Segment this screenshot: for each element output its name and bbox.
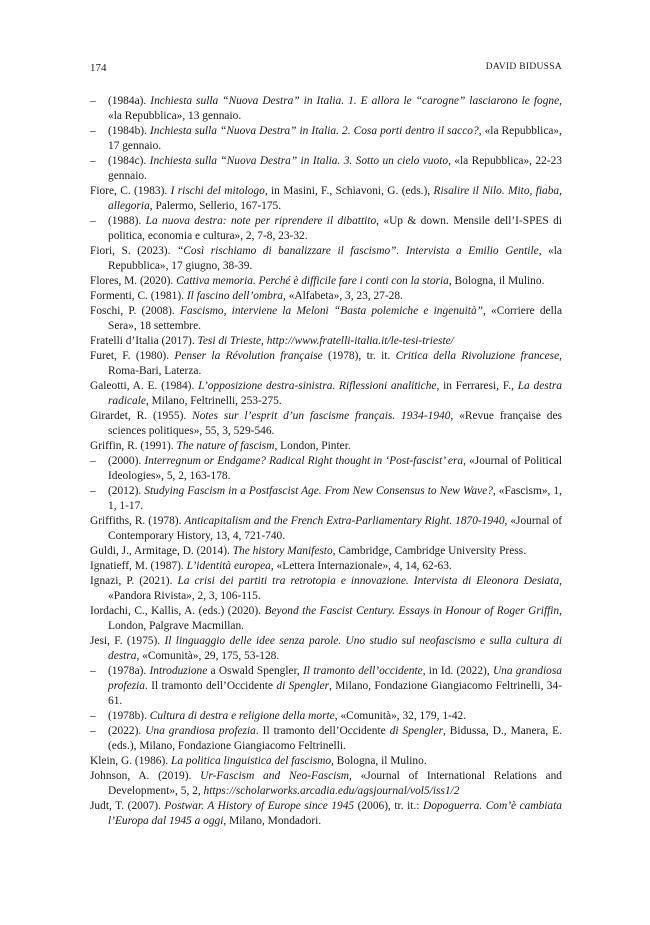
entry-text: Furet, F. (1980). xyxy=(90,350,175,362)
entry-text: Johnson, A. (2019). xyxy=(90,770,201,782)
entry-title-italic: Studying Fascism in a Postfascist Age. From New Consensus to New Wave? xyxy=(144,485,493,497)
ditto-dash: – xyxy=(90,455,96,467)
entry-title-italic: Tesi di Trieste, http://www.fratelli-italia.it/le-tesi-trieste/ xyxy=(197,335,454,347)
entry-text: , in Id. (2022), xyxy=(422,665,493,677)
entry-title-italic: I rischi del mitologo xyxy=(170,185,265,197)
entry-text: , «Journal of Contemporary History, 13, 4, 721-740. xyxy=(108,515,562,542)
entry-title-italic: Una grandiosa profezia xyxy=(108,665,562,692)
entry-text: , «la Repubblica», 22-23 gennaio. xyxy=(108,155,562,182)
entry-text: Foschi, P. (2008). xyxy=(90,305,180,317)
entry-text: Klein, G. (1986). xyxy=(90,755,171,767)
page-number: 174 xyxy=(90,62,107,74)
bibliography-entry xyxy=(90,304,562,334)
running-head xyxy=(90,62,562,78)
entry-title-italic: Il linguaggio delle idee senza parole. Uno studio sul neofascismo e sulla cultura di destra xyxy=(108,635,563,662)
entry-text: (2006), tr. it.: xyxy=(354,800,423,812)
bibliography-entry xyxy=(90,484,562,514)
entry-text: a Oswald Spengler, xyxy=(207,665,303,677)
entry-title-italic: Postwar. A History of Europe since 1945 xyxy=(164,800,355,812)
entry-title-italic: L’opposizione destra-sinistra. Riflessioni analitiche xyxy=(198,380,437,392)
entry-title-italic: di Spengler xyxy=(276,680,330,692)
entry-text: , «Comunità», 32, 179, 1-42. xyxy=(334,710,467,722)
ditto-dash: – xyxy=(90,95,96,107)
entry-title-italic: Penser la Révolution française xyxy=(174,350,323,362)
entry-text: , «Journal of International Relations and Development», 5, 2, xyxy=(108,770,562,797)
entry-title-italic: https://scholarworks.arcadia.edu/agsjournal/vol5/iss1/2 xyxy=(203,785,460,797)
entry-text: , Bidussa, D., Manera, E. (eds.), Milano, Fondazione Giangiacomo Feltrinelli. xyxy=(108,725,562,752)
entry-title-italic: Ur-Fascism and Neo-Fascism xyxy=(200,770,349,782)
entry-text: (2000). xyxy=(108,455,145,467)
entry-title-italic: L’identità europea xyxy=(186,560,271,572)
bibliography-entry xyxy=(90,799,562,829)
bibliography-entry xyxy=(90,289,562,304)
entry-text: , «la Repubblica», 17 gennaio. xyxy=(108,125,562,152)
bibliography-entry xyxy=(90,334,562,349)
entry-text: , in Masini, F., Schiavoni, G. (eds.), xyxy=(264,185,434,197)
entry-text: , in Ferraresi, F., xyxy=(436,380,518,392)
bibliography-entry xyxy=(90,379,562,409)
entry-title-italic: Beyond the Fascist Century. Essays in Honour of Roger Griffin xyxy=(264,605,560,617)
entry-text: Griffiths, R. (1978). xyxy=(90,515,185,527)
ditto-dash: – xyxy=(90,215,96,227)
entry-text: Fiore, C. (1983). xyxy=(90,185,171,197)
entry-text: , Milano, Fondazione Giangiacomo Feltrinelli, 34-61. xyxy=(108,680,562,707)
entry-title-italic: Cattiva memoria. Perché è difficile fare i conti con la storia xyxy=(176,275,449,287)
entry-text: , Milano, Feltrinelli, 253-275. xyxy=(145,395,282,407)
bibliography-entry xyxy=(90,724,562,754)
bibliography-entry xyxy=(90,184,562,214)
entry-title-italic: “Così rischiamo di banalizzare il fascismo”. Intervista a Emilio Gentile xyxy=(176,245,539,257)
entry-title-italic: La nuova destra: note per riprendere il dibattito xyxy=(145,215,377,227)
entry-text: Flores, M. (2020). xyxy=(90,275,177,287)
bibliography-list xyxy=(90,94,562,829)
bibliography-entry xyxy=(90,544,562,559)
entry-title-italic: Interregnum or Endgame? Radical Right thought in ‘Post-fascist’ era xyxy=(144,455,464,467)
bibliography-entry xyxy=(90,559,562,574)
entry-text: , London, Palgrave Macmillan. xyxy=(108,605,562,632)
entry-title-italic: Introduzione xyxy=(149,665,208,677)
entry-text: , «Pandora Rivista», 2, 3, 106-115. xyxy=(108,575,562,602)
bibliography-entry xyxy=(90,574,562,604)
entry-text: . Il tramonto dell’Occidente xyxy=(255,725,390,737)
entry-text: , «Revue française des sciences politiques», 55, 3, 529-546. xyxy=(108,410,562,437)
entry-text: , «Fascism», 1, 1, 1-17. xyxy=(108,485,562,512)
bibliography-entry xyxy=(90,244,562,274)
entry-text: , Bologna, il Mulino. xyxy=(331,755,427,767)
bibliography-entry xyxy=(90,349,562,379)
entry-text: (1978a). xyxy=(108,665,150,677)
entry-text: , Bologna, il Mulino. xyxy=(448,275,545,287)
entry-text: , «Up & down. Mensile dell’I-SPES di politica, economia e cultura», 2, 7-8, 23-32. xyxy=(108,215,562,242)
entry-title-italic: Risalire il Nilo. Mito, fiaba, allegoria xyxy=(108,185,562,212)
entry-text: Jesi, F. (1975). xyxy=(90,635,165,647)
entry-text: , «Comunità», 29, 175, 53-128. xyxy=(136,650,280,662)
entry-text: (1978), tr. it. xyxy=(322,350,396,362)
bibliography-entry xyxy=(90,124,562,154)
entry-text: Ignazi, P. (2021). xyxy=(90,575,178,587)
bibliography-entry xyxy=(90,409,562,439)
ditto-dash: – xyxy=(90,725,96,737)
ditto-dash: – xyxy=(90,485,96,497)
ditto-dash: – xyxy=(90,665,96,677)
ditto-dash: – xyxy=(90,125,96,137)
entry-title-italic: La destra radicale xyxy=(108,380,562,407)
entry-title-italic: Il tramonto dell’occidente xyxy=(303,665,423,677)
entry-title-italic: Dopoguerra. Com’è cambiata l’Europa dal 1945 a oggi xyxy=(108,800,562,827)
running-head-author: DAVID BIDUSSA xyxy=(485,62,562,72)
entry-text: , London, Pinter. xyxy=(274,440,351,452)
bibliography-entry xyxy=(90,634,562,664)
entry-title-italic: Anticapitalism and the French Extra-Parliamentary Right. 1870-1940 xyxy=(184,515,505,527)
entry-text: Formenti, C. (1981). xyxy=(90,290,187,302)
bibliography-entry xyxy=(90,754,562,769)
entry-title-italic: Cultura di destra e religione della morte xyxy=(149,710,335,722)
entry-title-italic: The nature of fascism xyxy=(176,440,275,452)
entry-text: (1984c). xyxy=(108,155,150,167)
entry-title-italic: Inchiesta sulla “Nuova Destra” in Italia. 2. Cosa porti dentro il sacco? xyxy=(149,125,479,137)
bibliography-entry xyxy=(90,274,562,289)
bibliography-entry xyxy=(90,94,562,124)
bibliography-entry xyxy=(90,214,562,244)
entry-text: Iordachi, C., Kallis, A. (eds.) (2020). xyxy=(90,605,265,617)
entry-title-italic: Notes sur l’esprit d’un fascisme français. 1934-1940 xyxy=(192,410,451,422)
entry-text: , Milano, Mondadori. xyxy=(223,815,322,827)
bibliography-entry xyxy=(90,709,562,724)
entry-text: Galeotti, A. E. (1984). xyxy=(90,380,199,392)
entry-text: , «Alfabeta», 3, 23, 27-28. xyxy=(283,290,403,302)
bibliography-entry xyxy=(90,664,562,709)
entry-text: Guldi, J., Armitage, D. (2014). xyxy=(90,545,233,557)
entry-title-italic: Inchiesta sulla “Nuova Destra” in Italia. 1. E allora le “carogne” lasciarono le fogne xyxy=(150,95,560,107)
entry-text: (1978b). xyxy=(108,710,150,722)
entry-title-italic: Una grandiosa profezia xyxy=(145,725,256,737)
entry-text: Fiori, S. (2023). xyxy=(90,245,177,257)
entry-text: (1984b). xyxy=(108,125,150,137)
entry-title-italic: Il fascino dell’ombra xyxy=(186,290,284,302)
entry-text: Girardet, R. (1955). xyxy=(90,410,193,422)
entry-text: , «la Repubblica», 17 giugno, 38-39. xyxy=(108,245,562,272)
entry-text: , Palermo, Sellerio, 167-175. xyxy=(149,200,282,212)
entry-title-italic: Fascismo, interviene la Meloni “Basta polemiche e ingenuità” xyxy=(179,305,483,317)
entry-text: (2012). xyxy=(108,485,145,497)
entry-title-italic: The history Manifesto xyxy=(232,545,333,557)
entry-text: , Roma-Bari, Laterza. xyxy=(108,350,562,377)
entry-text: Fratelli d’Italia (2017). xyxy=(90,335,198,347)
entry-text: , «Lettera Internazionale», 4, 14, 62-63. xyxy=(270,560,452,572)
bibliography-entry xyxy=(90,439,562,454)
entry-text: , Cambridge, Cambridge University Press. xyxy=(332,545,526,557)
entry-text: , «la Repubblica», 13 gennaio. xyxy=(108,95,563,122)
ditto-dash: – xyxy=(90,155,96,167)
entry-text: Ignatieff, M. (1987). xyxy=(90,560,187,572)
entry-title-italic: di Spengler xyxy=(389,725,443,737)
bibliography-entry xyxy=(90,154,562,184)
entry-title-italic: Critica della Rivoluzione francese xyxy=(395,350,560,362)
bibliography-entry xyxy=(90,604,562,634)
entry-text: (1984a). xyxy=(108,95,151,107)
ditto-dash: – xyxy=(90,710,96,722)
entry-text: (2022). xyxy=(108,725,146,737)
entry-text: Judt, T. (2007). xyxy=(90,800,165,812)
entry-text: . Il tramonto dell’Occidente xyxy=(144,680,277,692)
bibliography-entry xyxy=(90,454,562,484)
entry-title-italic: La crisi dei partiti tra retrotopia e innovazione. Intervista di Eleonora Desiata xyxy=(177,575,560,587)
entry-title-italic: Inchiesta sulla “Nuova Destra” in Italia. 3. Sotto un cielo vuoto xyxy=(149,155,449,167)
entry-text: Griffin, R. (1991). xyxy=(90,440,177,452)
bibliography-entry xyxy=(90,769,562,799)
entry-title-italic: La politica linguistica del fascismo xyxy=(171,755,332,767)
entry-text: , «Journal of Political Ideologies», 5, 2, 163-178. xyxy=(108,455,562,482)
entry-text: , «Corriere della Sera», 18 settembre. xyxy=(108,305,562,332)
entry-text: (1988). xyxy=(108,215,146,227)
bibliography-entry xyxy=(90,514,562,544)
